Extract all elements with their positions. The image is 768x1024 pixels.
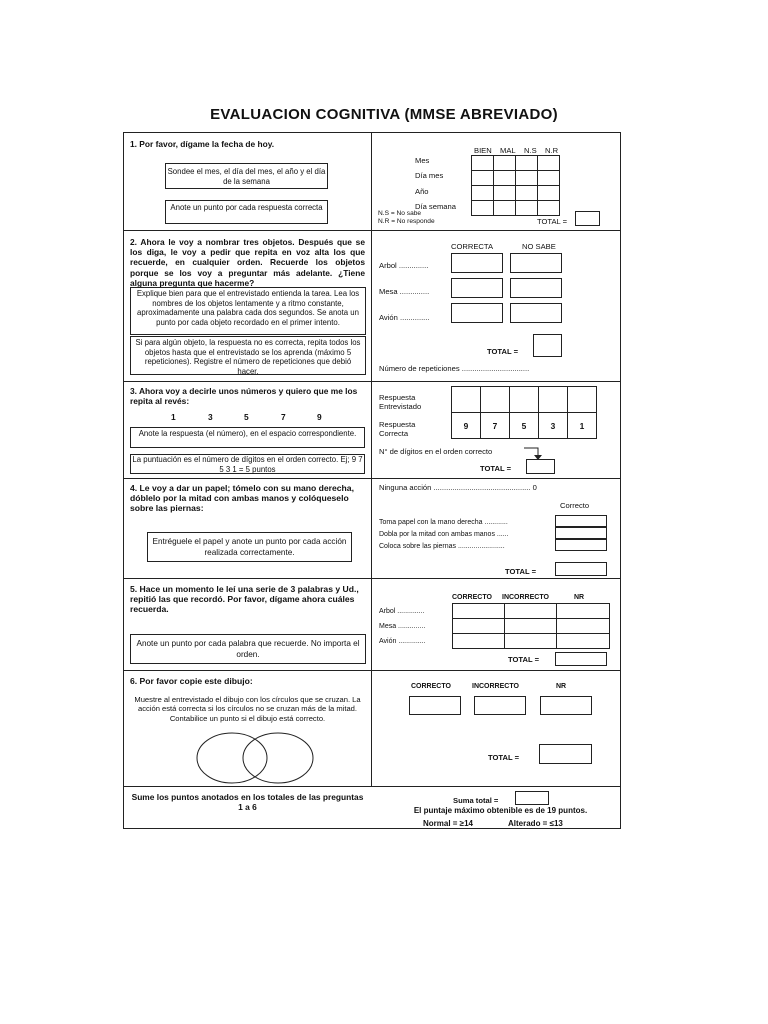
q6-header-correcto: CORRECTO (411, 683, 451, 690)
q6-nr-box[interactable] (540, 696, 592, 715)
alterado-range: Alterado = ≤13 (508, 819, 563, 828)
q5-text: 5. Hace un momento le leí una serie de 3 palabras y Ud., repitió las que recordó. Por favor, dígame ahora cuáles recuerda. (130, 584, 359, 615)
q4-text: 4. Le voy a dar un papel; tómelo con su mano derecha, dóblelo por la mitad con ambas manos y colóqueselo sobre las piernas: (130, 483, 354, 514)
q1-row-dia-semana: Día semana (415, 202, 456, 211)
q1-instruction-1: Sondee el mes, el día del mes, el año y el día de la semana (165, 163, 328, 189)
puntaje-maximo: El puntaje máximo obtenible es de 19 puntos. (413, 806, 588, 815)
q4-instruction: Entréguele el papel y anote un punto por cada acción realizada correctamente. (147, 532, 352, 562)
q1-header-mal: MAL (500, 146, 516, 155)
q6-header-incorrecto: INCORRECTO (472, 683, 519, 690)
suma-total-label: Suma total = (453, 796, 499, 805)
q6-incorrecto-box[interactable] (474, 696, 526, 715)
q2-instruction-1: Explique bien para que el entrevistado entienda la tarea. Lea los nombres de los objetos lentamente y a ritmo constante, aproximadamente una palabra cada dos segundos. Se anota un punto por cada objeto recordado en el primer intento. (130, 287, 366, 335)
mmse-form (123, 132, 621, 829)
q1-row-mes: Mes (415, 156, 430, 165)
q5-item-mesa: Mesa .............. (379, 623, 426, 630)
q6-header-nr: NR (556, 683, 567, 690)
q3-instruction-2: La puntuación es el número de dígitos en el orden correcto. Ej; 9 7 5 3 1 = 5 puntos (130, 454, 365, 474)
q1-header-ns: N.S (524, 146, 537, 155)
q4-total-box[interactable] (555, 562, 607, 576)
q3-text: 3. Ahora voy a decirle unos números y quiero que me los repita al revés: (130, 386, 358, 407)
q3-resp-correcta: Respuesta Correcta (379, 420, 416, 439)
q5-item-avion: Avión .............. (379, 638, 426, 645)
q3-number-3: 3 (208, 412, 213, 422)
suma-total-box[interactable] (515, 791, 549, 805)
q3-number-1: 1 (171, 412, 176, 422)
q3-number-5: 5 (244, 412, 249, 422)
q1-instruction-2: Anote un punto por cada respuesta correcta (165, 200, 328, 224)
q2-mesa-nosabe-box[interactable] (510, 278, 562, 298)
q4-ninguna-accion: Ninguna acción .............................................. 0 (379, 483, 537, 492)
q4-total-label: TOTAL = (505, 567, 537, 576)
q1-legend-ns: N.S = No sabe (378, 210, 422, 217)
q4-correcto-header: Correcto (560, 501, 590, 510)
q1-text: 1. Por favor, dígame la fecha de hoy. (130, 139, 275, 149)
q3-resp-entrevistado: Respuesta Entrevistado (379, 393, 422, 412)
q4-action-3: Coloca sobre las piernas ........................ (379, 543, 505, 550)
q2-arbol-correcta-box[interactable] (451, 253, 503, 273)
q6-correcto-box[interactable] (409, 696, 461, 715)
q3-total-label: TOTAL = (480, 464, 512, 473)
q1-row-dia-mes: Día mes (415, 171, 444, 180)
q5-total-label: TOTAL = (508, 655, 540, 664)
q6-total-box[interactable] (539, 744, 592, 764)
q2-total-label: TOTAL = (487, 347, 519, 356)
q2-total-box[interactable] (533, 334, 562, 357)
q2-instruction-2: Si para algún objeto, la respuesta no es correcta, repita todos los objetos hasta que el entrevistado se los aprenda (máximo 5 repeticiones). Registre el número de repeticiones que debió hacer. (130, 336, 366, 375)
q2-header-nosabe: NO SABE (522, 242, 556, 251)
q4-action-1-box[interactable] (555, 515, 607, 527)
q3-digit-grid[interactable] (451, 386, 597, 439)
q5-answer-grid[interactable] (452, 603, 610, 649)
q4-action-1: Toma papel con la mano derecha ............ (379, 519, 508, 526)
q3-correct-digit: 9 (452, 413, 481, 439)
q2-item-avion: Avión .............. (379, 313, 430, 322)
q2-text: 2. Ahora le voy a nombrar tres objetos. Después que se los diga, le voy a pedir que repita en voz alta los que recuerde, en cualquier orden. Recuerde los objetos porque se los voy a preguntar más adelante. ¿Tiene alguna pregunta que hacerme? (130, 237, 365, 288)
q3-instruction-1: Anote la respuesta (el número), en el espacio correspondiente. (130, 427, 365, 448)
q4-action-2: Dobla por la mitad con ambas manos ...... (379, 531, 509, 538)
q2-avion-correcta-box[interactable] (451, 303, 503, 323)
q1-total-label: TOTAL = (537, 217, 568, 226)
q2-mesa-correcta-box[interactable] (451, 278, 503, 298)
q2-item-arbol: Arbol .............. (379, 261, 429, 270)
q2-item-mesa: Mesa .............. (379, 287, 430, 296)
q4-action-3-box[interactable] (555, 539, 607, 551)
page-title: EVALUACION COGNITIVA (MMSE ABREVIADO) (210, 106, 558, 123)
q6-instruction: Muestre al entrevistado el dibujo con los círculos que se cruzan. La acción está correcta si los círculos no se cruzan más de la mitad. Contabilice un punto si el dibujo está correcto. (134, 695, 361, 723)
q2-repeticiones: Número de repeticiones ................................ (379, 364, 530, 373)
q1-header-bien: BIEN (474, 146, 492, 155)
q5-instruction: Anote un punto por cada palabra que recuerde. No importa el orden. (130, 634, 366, 664)
footer-instruction: Sume los puntos anotados en los totales de las preguntas 1 a 6 (131, 792, 364, 813)
normal-range: Normal = ≥14 (423, 819, 473, 828)
q2-arbol-nosabe-box[interactable] (510, 253, 562, 273)
q4-action-2-box[interactable] (555, 527, 607, 539)
q5-item-arbol: Arbol .............. (379, 608, 425, 615)
q5-header-nr: NR (574, 594, 585, 601)
q3-correct-digit: 3 (539, 413, 568, 439)
q5-total-box[interactable] (555, 652, 607, 666)
q3-total-box[interactable] (526, 459, 555, 474)
q3-correct-digit: 7 (481, 413, 510, 439)
q1-total-box[interactable] (575, 211, 600, 226)
q1-header-nr: N.R (545, 146, 559, 155)
q2-avion-nosabe-box[interactable] (510, 303, 562, 323)
q5-header-incorrecto: INCORRECTO (502, 594, 549, 601)
q3-correct-digit: 1 (568, 413, 597, 439)
q1-legend-nr: N.R = No responde (378, 218, 435, 225)
q3-number-9: 9 (317, 412, 322, 422)
q6-total-label: TOTAL = (488, 753, 520, 762)
q5-header-correcto: CORRECTO (452, 594, 492, 601)
q6-text: 6. Por favor copie este dibujo: (130, 676, 253, 686)
q1-answer-grid[interactable] (471, 155, 560, 216)
q3-digitos: N° de dígitos en el orden correcto (379, 447, 493, 456)
q2-header-correcta: CORRECTA (451, 242, 494, 251)
intersecting-circles-drawing (192, 731, 317, 787)
q3-number-7: 7 (281, 412, 286, 422)
q3-correct-digit: 5 (510, 413, 539, 439)
q1-row-ano: Año (415, 187, 429, 196)
